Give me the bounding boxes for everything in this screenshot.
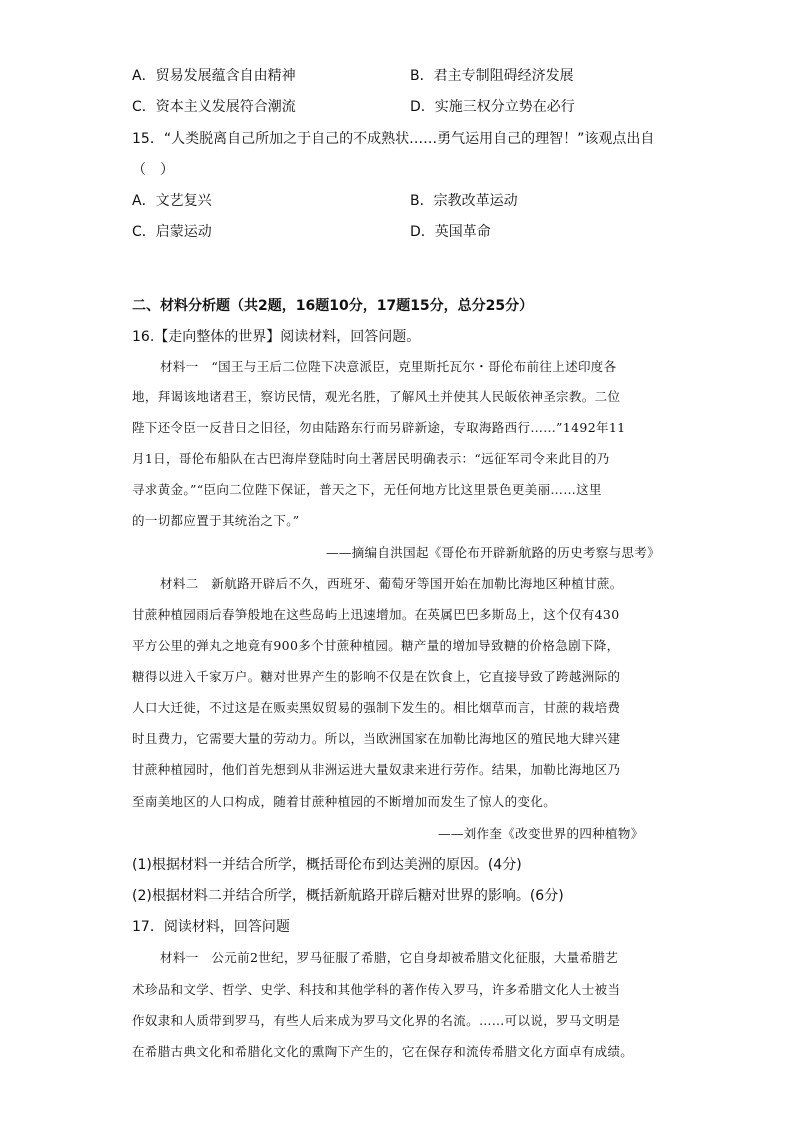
- q16-material1-line: 的一切都应置于其统治之下。”: [132, 513, 300, 528]
- q16-material1-line: 地，拜谒该地诸君王，察访民情，观光名胜，了解风土并使其人民皈依神圣宗教。二位: [132, 389, 621, 404]
- q16-material1-source: ——摘编自洪国起《哥伦布开辟新航路的历史考察与思考》: [326, 545, 661, 560]
- q16-material1-line: 陛下还令臣一反昔日之旧径，勿由陆路东行而另辟新途，专取海路西行……”1492年11: [132, 420, 626, 435]
- q16-material2-line: 材料二 新航路开辟后不久，西班牙、葡萄牙等国开始在加勒比海地区种植甘蔗。: [160, 576, 623, 591]
- q17-material1-line: 作奴隶和人质带到罗马，有些人后来成为罗马文化界的名流。……可以说，罗马文明是: [132, 1013, 621, 1028]
- q16-material2-line: 人口大迁徙，不过这是在贩卖黑奴贸易的强制下发生的。相比烟草而言，甘蔗的栽培费: [132, 700, 621, 715]
- q15-option-c: C．启蒙运动: [132, 224, 212, 240]
- q16-stem: 16.【走向整体的世界】阅读材料，回答问题。: [132, 329, 421, 345]
- q16-material1-line: 月1日，哥伦布船队在古巴海岸登陆时向土著居民明确表示：“远征军司令来此目的乃: [132, 451, 610, 466]
- q17-material1-line: 在希腊古典文化和希腊化文化的熏陶下产生的，它在保存和流传希腊文化方面卓有成绩。: [132, 1044, 634, 1059]
- q16-subquestion-1: (1)根据材料一并结合所学，概括哥伦布到达美洲的原因。(4分): [132, 857, 522, 873]
- q14-option-c: C．资本主义发展符合潮流: [132, 99, 296, 115]
- q16-material2-line: 时且费力，它需要大量的劳动力。所以，当欧洲国家在加勒比海地区的殖民地大肆兴建: [132, 731, 621, 746]
- q17-material1-line: 术珍品和文学、哲学、史学、科技和其他学科的著作传入罗马，许多希腊文化人士被当: [132, 982, 621, 997]
- q17-material1-line: 材料一 公元前2世纪，罗马征服了希腊，它自身却被希腊文化征服，大量希腊艺: [160, 950, 619, 965]
- q15-option-d: D．英国革命: [410, 224, 491, 240]
- q16-material2-line: 甘蔗种植园雨后春笋般地在这些岛屿上迅速增加。在英属巴巴多斯岛上，这个仅有430: [132, 607, 620, 622]
- q16-subquestion-2: (2)根据材料二并结合所学，概括新航路开辟后糖对世界的影响。(6分): [132, 888, 564, 904]
- q17-stem: 17．阅读材料，回答问题: [132, 919, 290, 935]
- section-title: 二、材料分析题（共2题，16题10分，17题15分，总分25分）: [132, 298, 534, 314]
- q14-option-d: D．实施三权分立势在必行: [410, 99, 575, 115]
- q14-option-a: A．贸易发展蕴含自由精神: [132, 68, 296, 84]
- q15-answer-paren: （ ）: [132, 162, 174, 178]
- q15-option-a: A．文艺复兴: [132, 193, 212, 209]
- q16-material2-line: 糖得以进入千家万户。糖对世界产生的影响不仅是在饮食上，它直接导致了跨越洲际的: [132, 669, 621, 684]
- q16-material2-line: 平方公里的弹丸之地竟有900多个甘蔗种植园。糖产量的增加导致糖的价格急剧下降，: [132, 638, 620, 653]
- q16-material2-source: ——刘作奎《改变世界的四种植物》: [438, 826, 644, 841]
- q16-material1-line: 材料一 “国王与王后二位陛下决意派臣，克里斯托瓦尔・哥伦布前往上述印度各: [160, 359, 617, 374]
- q15-stem: 15．“人类脱离自己所加之于自己的不成熟状……勇气运用自己的理智！”该观点出自: [132, 131, 655, 147]
- q16-material2-line: 甘蔗种植园时，他们首先想到从非洲运进大量奴隶来进行劳作。结果，加勒比海地区乃: [132, 762, 621, 777]
- q16-material1-line: 寻求黄金。”“臣向二位陛下保证，普天之下，无任何地方比这里景色更美丽……这里: [132, 482, 602, 497]
- q15-option-b: B．宗教改革运动: [410, 193, 518, 209]
- q16-material2-line: 至南美地区的人口构成，随着甘蔗种植园的不断增加而发生了惊人的变化。: [132, 794, 557, 809]
- q14-option-b: B．君主专制阻碍经济发展: [410, 68, 574, 84]
